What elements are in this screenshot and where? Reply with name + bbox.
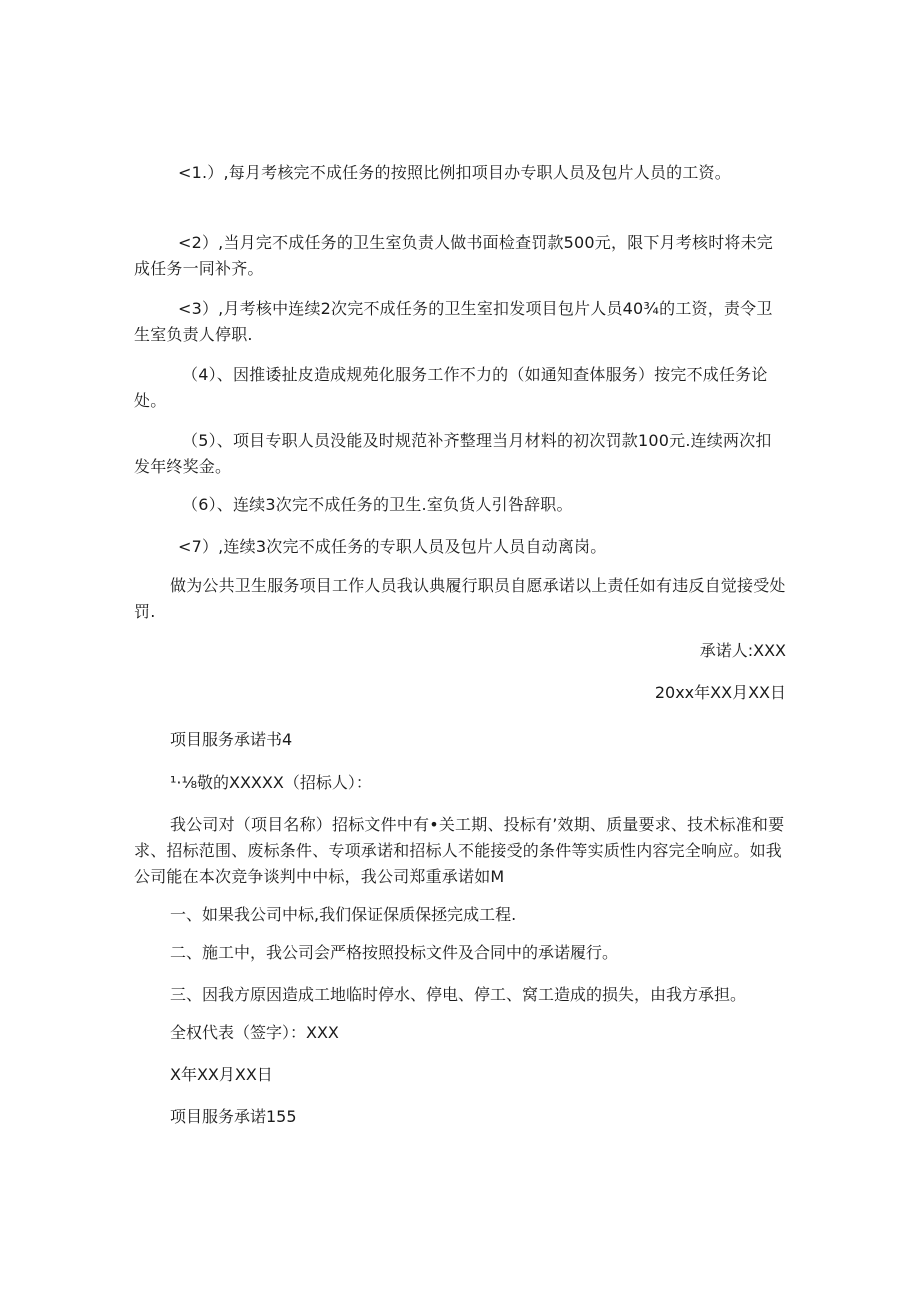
representative-date: X年XX月XX日 <box>170 1065 273 1084</box>
signer-line: 承诺人:XXX <box>699 641 786 660</box>
clause-7: <7）,连续3次完不成任务的专职人员及包片人员自动离岗。 <box>178 537 607 556</box>
next-section-title: 项目服务承诺155 <box>170 1107 297 1126</box>
signing-date: 20xx年XX月XX日 <box>654 683 786 702</box>
section-title: 项目服务承诺书4 <box>170 730 293 749</box>
promise-1: 一、如果我公司中标,我们保证保质保拯完成工程. <box>170 905 517 924</box>
clause-2: <2）,当月完不成任务的卫生室负责人做书面检查罚款500元，限下月考核时将未完成任务一同补齐。 <box>134 233 774 278</box>
representative-signature: 全权代表（签字）：XXX <box>170 1023 339 1042</box>
promise-2: 二、施工中，我公司会严格按照投标文件及合同中的承诺履行。 <box>170 943 619 962</box>
clause-1: <1.）,每月考核完不成任务的按照比例扣项目办专职人员及包片人员的工资。 <box>178 163 731 182</box>
intro-paragraph: 我公司对（项目名称）招标文件中有•关工期、投标有’效期、质量要求、技术标准和要求、招标范围、废标条件、专项承诺和招标人不能接受的条件等实质性内容完全响应。如我公司能在本次竞争谈判中中标，我公司郑重承诺如M <box>134 815 785 886</box>
clause-4: （4）、因推诿扯皮造成规苑化服务工作不力的（如通知查体服务）按完不成任务论处。 <box>134 365 768 410</box>
clause-5: （5）、项目专职人员没能及时规范补齐整理当月材料的初次罚款100元.连续两次扣发年终奖金。 <box>134 431 772 476</box>
salutation: ¹·⅛敬的XXXXX（招标人）： <box>170 773 372 792</box>
clause-3: <3）,月考核中连续2次完不成任务的卫生室扣发项目包片人员40¾的工资，责令卫生室负责人停职. <box>134 299 773 344</box>
pledge-paragraph: 做为公共卫生服务项目工作人员我认典履行职员自愿承诺以上责任如有违反自觉接受处罚. <box>134 576 786 621</box>
clause-6: （6）、连续3次完不成任务的卫生.室负货人引咎辞职。 <box>182 495 573 514</box>
promise-3: 三、因我方原因造成工地临时停水、停电、停工、窝工造成的损失，由我方承担。 <box>170 985 747 1004</box>
